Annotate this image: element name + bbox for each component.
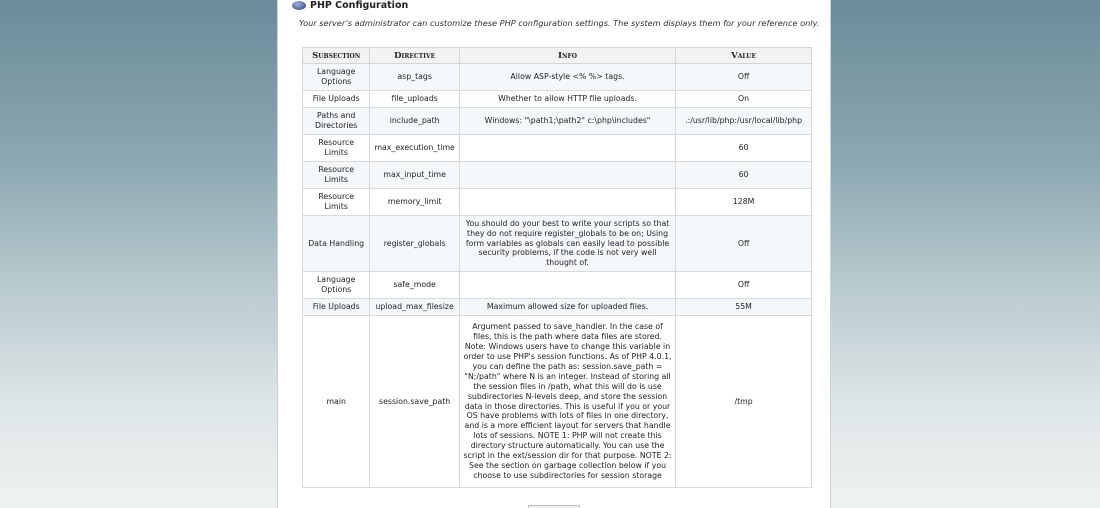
cell-info: Allow ASP-style <% %> tags.: [459, 64, 675, 91]
cell-directive: asp_tags: [370, 64, 460, 91]
cell-subsection: Language Options: [303, 272, 370, 299]
page-title: PHP Configuration: [310, 0, 409, 11]
table-row: [303, 316, 812, 488]
table-header-row: [303, 48, 812, 64]
cell-subsection: main: [303, 316, 370, 488]
cell-subsection: Paths and Directories: [303, 108, 370, 135]
cell-directive: include_path: [370, 108, 460, 135]
cell-value: Off: [676, 216, 812, 272]
cell-value: Off: [676, 272, 812, 299]
table-row: [303, 135, 812, 162]
cell-info: [459, 135, 675, 162]
cell-directive: max_input_time: [370, 162, 460, 189]
cell-value: 128M: [676, 189, 812, 216]
page-heading: [292, 0, 408, 12]
cell-info: Maximum allowed size for uploaded files.: [459, 299, 675, 316]
php-config-table: [302, 47, 812, 488]
cell-value: .:/usr/lib/php:/usr/local/lib/php: [676, 108, 812, 135]
cell-value: /tmp: [676, 316, 812, 488]
cell-info: Windows: "\path1;\path2" c:\php\includes": [459, 108, 675, 135]
cell-subsection: Resource Limits: [303, 189, 370, 216]
cell-info: You should do your best to write your scripts so that they do not require register_globals to be on; Using form variables as globals can easily lead to possible security problems, if the code is not very well thought of.: [459, 216, 675, 272]
page-note: Your server’s administrator can customize these PHP configuration settings. The system displays them for your reference only.: [299, 18, 820, 28]
cell-info: Argument passed to save_handler. In the case of files, this is the path where data files are stored. Note: Windows users have to change this variable in order to use PHP's session functions. As of PHP 4.0.1, you can define the path as: session.save_path = "N;/path" where N is an integer. Instead of storing all the session files in /path, what this will do is use subdirectories N-levels deep, and store the session data in those directories. This is useful if you or your OS have problems with lots of files in one directory, and is a more efficient layout for servers that handle lots of sessions. NOTE 1: PHP will not create this directory structure automatically. You can use the script in the ext/session dir for that purpose. NOTE 2: See the section on garbage collection below if you choose to use subdirectories for session storage: [459, 316, 675, 488]
php-logo-icon: [292, 1, 306, 10]
cell-value: 55M: [676, 299, 812, 316]
cell-value: Off: [676, 64, 812, 91]
cell-value: On: [676, 91, 812, 108]
cell-value: 60: [676, 135, 812, 162]
column-header-info: Info: [459, 48, 675, 64]
table-row: [303, 216, 812, 272]
cell-subsection: Data Handling: [303, 216, 370, 272]
cell-subsection: File Uploads: [303, 91, 370, 108]
column-header-value: Value: [676, 48, 812, 64]
table-row: [303, 299, 812, 316]
cell-directive: upload_max_filesize: [370, 299, 460, 316]
column-header-subsection: Subsection: [303, 48, 370, 64]
table-row: [303, 272, 812, 299]
cell-value: 60: [676, 162, 812, 189]
cell-info: Whether to allow HTTP file uploads.: [459, 91, 675, 108]
cell-info: [459, 272, 675, 299]
cell-subsection: Resource Limits: [303, 135, 370, 162]
content-panel: [277, 0, 831, 508]
cell-subsection: Resource Limits: [303, 162, 370, 189]
cell-subsection: File Uploads: [303, 299, 370, 316]
table-row: [303, 91, 812, 108]
column-header-directive: Directive: [370, 48, 460, 64]
cell-directive: register_globals: [370, 216, 460, 272]
table-row: [303, 162, 812, 189]
table-row: [303, 64, 812, 91]
cell-subsection: Language Options: [303, 64, 370, 91]
table-row: [303, 108, 812, 135]
cell-directive: memory_limit: [370, 189, 460, 216]
cell-info: [459, 162, 675, 189]
cell-info: [459, 189, 675, 216]
cell-directive: max_execution_time: [370, 135, 460, 162]
table-row: [303, 189, 812, 216]
cell-directive: safe_mode: [370, 272, 460, 299]
cell-directive: session.save_path: [370, 316, 460, 488]
cell-directive: file_uploads: [370, 91, 460, 108]
